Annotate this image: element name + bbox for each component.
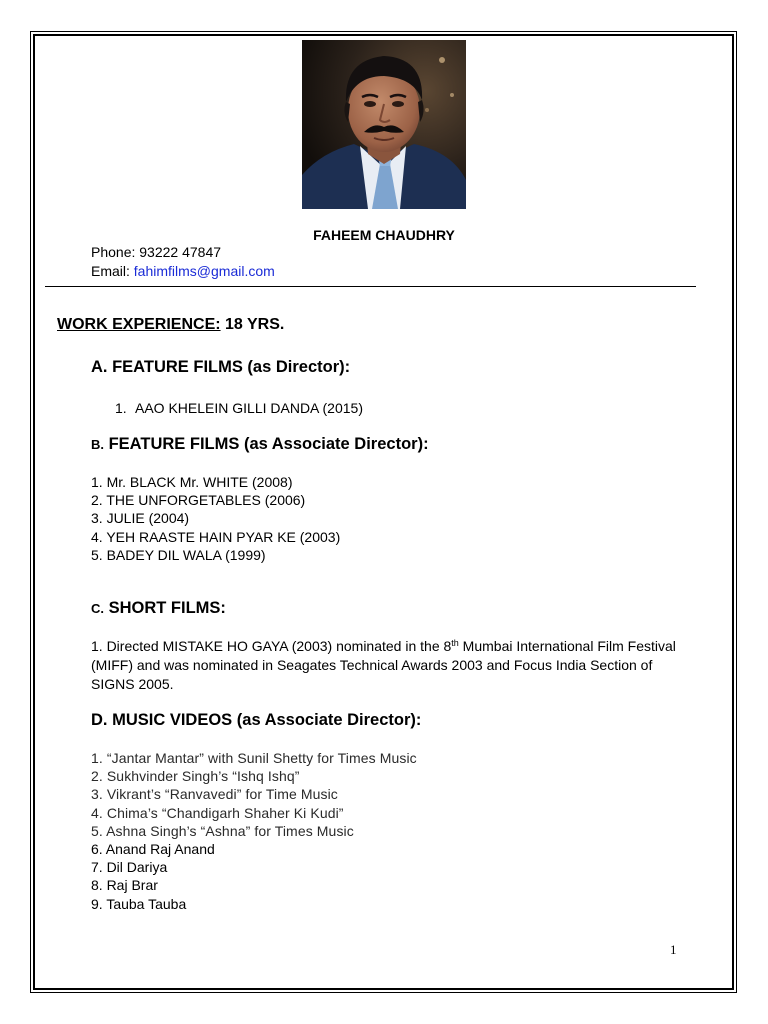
list-item: 4. YEH RAASTE HAIN PYAR KE (2003): [91, 528, 341, 545]
list-item: 2. Sukhvinder Singh’s “Ishq Ishq”: [91, 768, 300, 785]
section-b-heading: [91, 435, 429, 454]
phone-number: 93222 47847: [139, 244, 222, 260]
section-b-letter: B.: [91, 437, 104, 452]
list-item: 5. BADEY DIL WALA (1999): [91, 546, 266, 563]
list-item: 3. Vikrant’s “Ranvavedi” for Time Music: [91, 786, 338, 803]
section-d-heading: D. MUSIC VIDEOS (as Associate Director):: [91, 711, 422, 729]
list-item: 8. Raj Brar: [91, 877, 158, 894]
list-item: 1. AAO KHELEIN GILLI DANDA (2015): [115, 400, 363, 416]
section-a-heading: A. FEATURE FILMS (as Director):: [91, 358, 351, 376]
section-c-letter: C.: [91, 601, 104, 616]
work-experience-label: WORK EXPERIENCE:: [57, 316, 221, 333]
work-experience-heading: [57, 316, 284, 334]
section-c-title: SHORT FILMS:: [108, 599, 226, 617]
list-item: 1. “Jantar Mantar” with Sunil Shetty for Times Music: [91, 750, 417, 766]
candidate-name: FAHEEM CHAUDHRY: [313, 227, 455, 243]
phone-line: [91, 243, 221, 261]
phone-label: Phone:: [91, 244, 136, 260]
list-item: 4. Chima’s “Chandigarh Shaher Ki Kudi”: [91, 804, 344, 821]
email-link[interactable]: fahimfilms@gmail.com: [133, 263, 275, 279]
section-c-heading: [91, 599, 226, 618]
section-d-list: [91, 749, 417, 913]
email-line: [91, 262, 275, 280]
section-b-list: [91, 473, 340, 564]
section-a-list: [115, 399, 363, 417]
email-label: Email:: [91, 263, 130, 279]
page-number: 1: [670, 942, 677, 957]
list-item: 2. THE UNFORGETABLES (2006): [91, 492, 306, 509]
list-item: 1. Mr. BLACK Mr. WHITE (2008): [91, 474, 293, 490]
list-item: 6. Anand Raj Anand: [91, 841, 215, 858]
list-item: 3. JULIE (2004): [91, 510, 190, 527]
section-b-title: FEATURE FILMS (as Associate Director):: [108, 435, 429, 453]
list-item: 9. Tauba Tauba: [91, 895, 187, 912]
list-item: 7. Dil Dariya: [91, 859, 168, 876]
list-item: 5. Ashna Singh’s “Ashna” for Times Music: [91, 822, 354, 839]
header-divider: [45, 286, 696, 287]
work-experience-years: 18 YRS.: [225, 316, 285, 333]
short-films-paragraph: 1. Directed MISTAKE HO GAYA (2003) nominated in the 8th Mumbai International Film Festival (MIFF) and was nominated in Seagates Technical Awards 2003 and Focus India Section of SIGNS 2005.: [91, 638, 676, 692]
profile-photo: [302, 40, 466, 209]
